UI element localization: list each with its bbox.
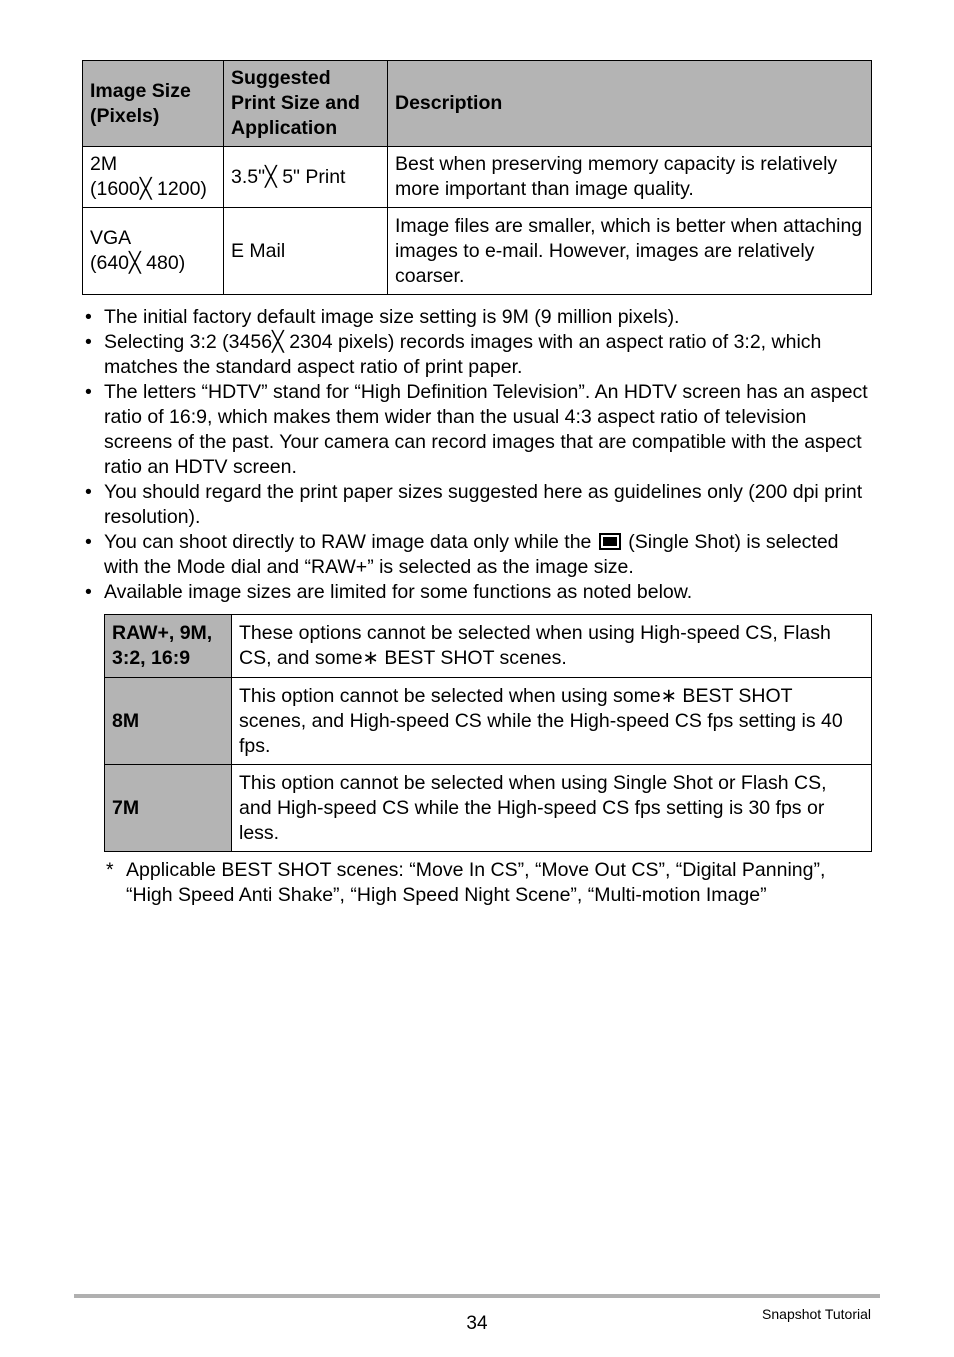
- table-row: [105, 765, 872, 852]
- list-item: [84, 330, 874, 380]
- bullet: •: [85, 331, 92, 353]
- footnote-text: Applicable BEST SHOT scenes: “Move In CS”, “Move Out CS”, “Digital Panning”, “High Speed Anti Shake”, “High Speed Night Scene”, “Multi-motion Image”: [126, 859, 826, 906]
- footnote-marker: *: [106, 859, 114, 881]
- header-image-size: Image Size (Pixels): [83, 61, 224, 147]
- notes-list: [84, 305, 874, 605]
- table-row: [83, 208, 872, 295]
- image-size-table: [82, 60, 872, 295]
- note-text: Available image sizes are limited for some functions as noted below.: [104, 581, 693, 603]
- note-text: You can shoot directly to RAW image data only while the: [104, 531, 592, 553]
- table-row: [105, 615, 872, 678]
- footnote: [104, 858, 864, 908]
- bullet: •: [85, 531, 92, 553]
- table-header-row: [83, 61, 872, 147]
- note-text: You should regard the print paper sizes suggested here as guidelines only (200 dpi print resolution).: [104, 481, 863, 528]
- section-title: Snapshot Tutorial: [762, 1306, 871, 1322]
- table-row: [105, 678, 872, 765]
- cell-print-size: E Mail: [224, 208, 388, 295]
- limitation-text: This option cannot be selected when using Single Shot or Flash CS, and High-speed CS while the High-speed CS fps setting is 30 fps or less.: [232, 765, 872, 852]
- size-label: 2M: [90, 153, 118, 175]
- page-number: 34: [466, 1313, 488, 1334]
- cell-image-size: [83, 147, 224, 208]
- limitations-table: [104, 614, 872, 852]
- limitation-text: These options cannot be selected when using High-speed CS, Flash CS, and some∗ BEST SHOT scenes.: [232, 615, 872, 678]
- size-label: VGA: [90, 227, 132, 249]
- size-option-label: 8M: [105, 678, 232, 765]
- list-item: [84, 305, 874, 330]
- bullet: •: [85, 306, 92, 328]
- bullet: •: [85, 581, 92, 603]
- list-item: [84, 530, 874, 580]
- note-text: Selecting 3:2 (3456╳ 2304 pixels) records images with an aspect ratio of 3:2, which matches the standard aspect ratio of print paper.: [104, 331, 822, 378]
- cell-description: Best when preserving memory capacity is relatively more important than image quality.: [388, 147, 872, 208]
- limitation-text: This option cannot be selected when using some∗ BEST SHOT scenes, and High-speed CS while the High-speed CS fps setting is 40 fps.: [232, 678, 872, 765]
- footer-divider: [74, 1294, 880, 1298]
- size-pixels: (640╳ 480): [90, 252, 186, 274]
- list-item: [84, 580, 874, 605]
- cell-description: Image files are smaller, which is better when attaching images to e-mail. However, images are relatively coarser.: [388, 208, 872, 295]
- size-pixels: (1600╳ 1200): [90, 178, 207, 200]
- cell-print-size: 3.5"╳ 5" Print: [224, 147, 388, 208]
- header-print-size: Suggested Print Size and Application: [224, 61, 388, 147]
- note-text: The letters “HDTV” stand for “High Definition Television”. An HDTV screen has an aspect ratio of 16:9, which makes them wider than the usual 4:3 aspect ratio of television screens of the past. Your camera can record images that are compatible with the aspect ratio an HDTV screen.: [104, 381, 868, 478]
- list-item: [84, 480, 874, 530]
- size-option-label: RAW+, 9M, 3:2, 16:9: [105, 615, 232, 678]
- bullet: •: [85, 481, 92, 503]
- table-row: [83, 147, 872, 208]
- single-shot-icon: [599, 533, 621, 550]
- size-option-label: 7M: [105, 765, 232, 852]
- header-description: Description: [388, 61, 872, 147]
- cell-image-size: [83, 208, 224, 295]
- note-text: The initial factory default image size setting is 9M (9 million pixels).: [104, 306, 680, 328]
- bullet: •: [85, 381, 92, 403]
- list-item: [84, 380, 874, 480]
- note-text: (Single Shot) is selected with the Mode dial and “RAW+” is selected as the image size.: [104, 531, 839, 578]
